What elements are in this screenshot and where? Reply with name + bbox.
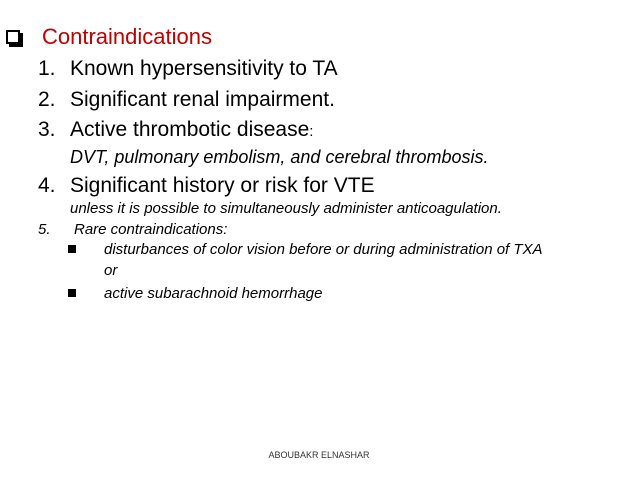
footer-author: ABOUBAKR ELNASHAR [268,450,370,460]
list-item [38,173,375,199]
list-text: Rare contraindications: [74,221,228,238]
item3-detail: DVT, pulmonary embolism, and cerebral thrombosis. [70,147,489,167]
list-text: Known hypersensitivity to TA [70,57,338,80]
list-number: 2. [38,88,56,111]
list-number: 1. [38,57,56,80]
bullet-text-continued: or [104,262,118,279]
list-text: Active thrombotic disease [70,118,310,141]
list-number: 3. [38,118,56,141]
bullet-text: active subarachnoid hemorrhage [104,285,323,302]
item4-detail: unless it is possible to simultaneously administer anticoagulation. [70,200,502,217]
list-text: Significant renal impairment. [70,88,335,111]
bullet-text: disturbances of color vision before or during administration of TXA [104,241,543,258]
list-number: 4. [38,174,56,197]
square-bullet-icon [68,245,76,253]
heading-title: Contraindications [42,24,212,49]
list-item [38,87,335,113]
list-item [38,117,313,145]
list-suffix: : [309,123,314,140]
square-bullet-icon [68,289,76,297]
heading [6,24,212,50]
list-item-5 [38,220,227,239]
checkbox-bullet-icon [6,30,20,44]
list-item [38,56,338,82]
list-number: 5. [38,221,51,238]
list-text: Significant history or risk for VTE [70,174,375,197]
